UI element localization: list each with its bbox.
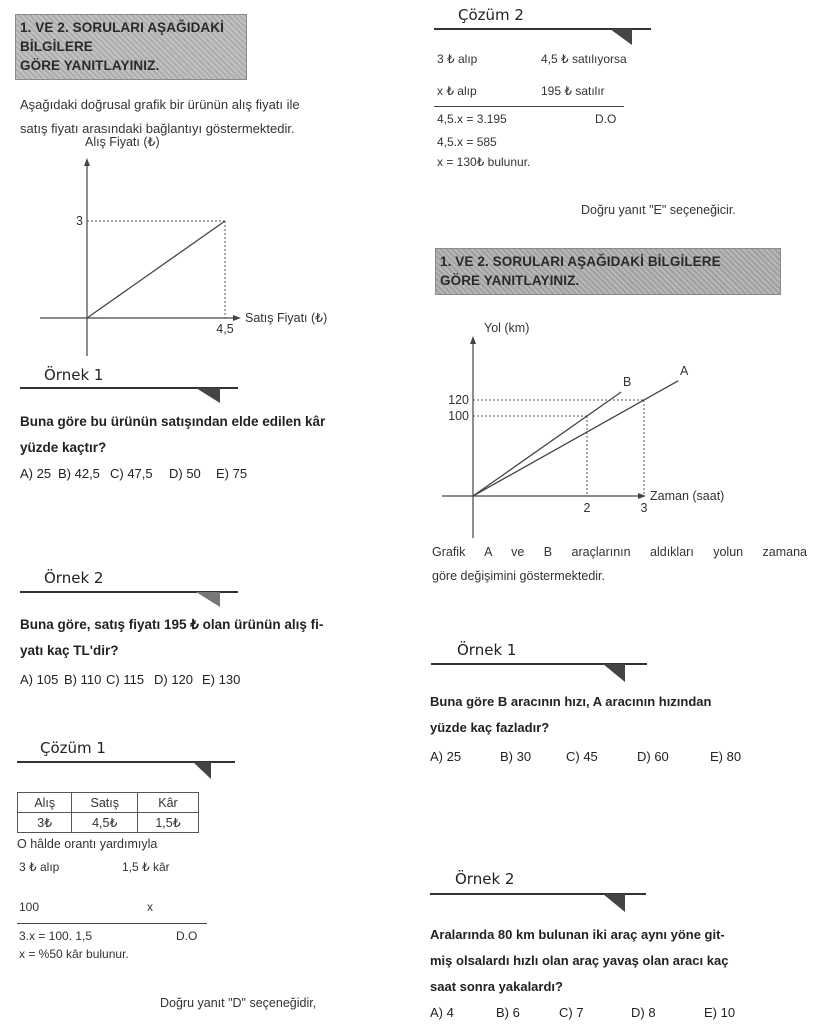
y-axis-label: Alış Fiyatı (₺) [85,135,160,149]
option-c[interactable]: C) 45 [566,749,598,764]
equation-tag: D.O [176,929,198,943]
y-axis-arrow-icon [470,336,476,344]
ornek2-options-right [430,1005,735,1020]
x-tick-label: 4,5 [216,322,234,336]
header-line2: GÖRE YANITLAYINIZ. [440,273,580,288]
question-line2: yüzde kaç fazladır? [430,720,550,735]
ornek1-question-right [430,689,808,741]
question-line1: Aralarında 80 km bulunan iki araç aynı yöne git- [430,927,725,942]
series-label-b: B [623,375,632,389]
option-b[interactable]: B) 30 [500,749,532,764]
y-tick-label: 100 [448,409,469,423]
question-line1: Buna göre B aracının hızı, A aracının hızından [430,694,712,709]
y-tick-label: 3 [76,214,83,228]
option-a[interactable]: A) 25 [20,466,52,481]
series [87,221,225,318]
y-axis-label: Yol (km) [484,321,530,335]
flag-marker-icon [603,894,625,912]
cozum1-title: Çözüm 1 [40,739,106,757]
caption-line1: Grafik A ve B araçlarının aldıkları yolun zamana [432,545,807,559]
equation-tag: D.O [595,112,617,126]
ornek1-options-right [430,749,741,764]
series-line-b [473,392,621,496]
option-c[interactable]: C) 47,5 [110,466,153,481]
flag-marker-icon [193,762,211,779]
table-header: Satış [72,793,138,813]
ornek2-options-left [20,672,240,687]
option-a[interactable]: A) 105 [20,672,59,687]
option-d[interactable]: D) 60 [637,749,669,764]
intro-line2: satış fiyatı arasındaki bağlantıyı göstermektedir. [20,121,295,136]
table-header: Kâr [138,793,199,813]
x-axis-label: Satış Fiyatı (₺) [245,311,328,325]
table-header-row [18,793,199,813]
section-header-left [15,14,247,80]
solution-table [17,792,199,833]
proportion-left: 3 ₺ alıp [19,860,60,874]
proportion-right: 4,5 ₺ satılıyorsa [541,52,627,66]
series-label-a: A [680,363,689,378]
x-tick-label: 2 [583,501,591,515]
header-line1: 1. VE 2. SORULARI AŞAĞIDAKİ BİLGİLERE [440,254,721,269]
proportion-left: 3 ₺ alıp [437,52,478,66]
equation-result: x = 130₺ bulunur. [437,155,531,169]
graph-caption [432,540,807,588]
option-e[interactable]: E) 130 [202,672,241,687]
proportion-left: 100 [19,900,40,914]
proportion-right: x [147,900,153,914]
ornek1-title-left: Örnek 1 [44,366,104,384]
solution-text: O hâlde orantı yardımıyla [17,837,158,851]
question-line2: yüzde kaçtır? [20,440,107,455]
x-axis-arrow-icon [638,493,646,499]
equation-result: x = %50 kâr bulunur. [19,947,129,961]
ornek2-question-left [20,612,400,664]
header-line2: GÖRE YANITLAYINIZ. [20,58,160,73]
question-line2: yatı kaç TL'dir? [20,643,119,658]
ornek1-question-left [20,409,400,461]
y-axis-arrow-icon [84,158,90,166]
answer-text: Doğru yanıt "E" seçeneğicir. [581,203,736,217]
x-tick-label: 3 [640,501,648,515]
table-cell: 1,5₺ [138,813,199,833]
option-b[interactable]: B) 110 [64,672,102,687]
proportion-left: x ₺ alıp [437,84,477,98]
option-d[interactable]: D) 50 [169,466,201,481]
ornek2-question-right [430,922,808,1000]
question-line1: Buna göre bu ürünün satışından elde edilen kâr [20,414,326,429]
ornek1-options-left [20,466,247,481]
section-header-right [435,248,781,295]
option-a[interactable]: A) 4 [430,1005,454,1020]
option-e[interactable]: E) 10 [704,1005,736,1020]
option-b[interactable]: B) 6 [496,1005,520,1020]
intro-line1: Aşağıdaki doğrusal grafik bir ürünün alış fiyatı ile [20,97,300,112]
option-d[interactable]: D) 8 [631,1005,656,1020]
axes [442,336,646,538]
question-line3: saat sonra yakalardı? [430,979,563,994]
axes [40,158,241,356]
ornek2-title-left: Örnek 2 [44,569,104,587]
x-axis-label: Zaman (saat) [650,489,725,503]
table-header: Alış [18,793,72,813]
series-line-a [473,381,678,496]
table-cell: 3₺ [18,813,72,833]
y-tick-label: 120 [448,393,469,407]
table-cell: 4,5₺ [72,813,138,833]
x-axis-arrow-icon [233,315,241,321]
proportion-right: 195 ₺ satılır [541,84,605,98]
fraction-line [17,923,207,924]
table-row [18,813,199,833]
ornek2-title-right: Örnek 2 [455,870,515,888]
cozum2-title: Çözüm 2 [458,6,524,24]
flag-marker-icon [603,664,625,682]
proportion-right: 1,5 ₺ kâr [122,860,170,874]
caption-line2: göre değişimini göstermektedir. [432,569,605,583]
question-line2: miş olsalardı hızlı olan araç yavaş olan aracı kaç [430,953,729,968]
option-d[interactable]: D) 120 [154,672,194,687]
price-line-chart [30,130,390,360]
option-e[interactable]: E) 75 [216,466,248,481]
option-c[interactable]: C) 7 [559,1005,584,1020]
ornek1-title-right: Örnek 1 [457,641,517,659]
flag-marker-icon [610,29,632,45]
flag-marker-icon [196,592,220,607]
fraction-line [434,106,624,107]
answer-text: Doğru yanıt "D" seçeneğidir, [160,996,317,1010]
question-line1: Buna göre, satış fiyatı 195 ₺ olan ürünün alış fi- [20,617,324,632]
option-a[interactable]: A) 25 [430,749,462,764]
option-e[interactable]: E) 80 [710,749,742,764]
equation: 4,5.x = 585 [437,135,497,149]
equation: 3.x = 100. 1,5 [19,929,93,943]
equation: 4,5.x = 3.195 [437,112,507,126]
flag-marker-icon [196,388,220,403]
series [473,381,678,496]
distance-time-chart [440,318,820,543]
header-line1: 1. VE 2. SORULARI AŞAĞIDAKİ BİLGİLERE [20,20,224,54]
option-c[interactable]: C) 115 [106,672,145,687]
series-line [87,221,225,318]
option-b[interactable]: B) 42,5 [58,466,100,481]
